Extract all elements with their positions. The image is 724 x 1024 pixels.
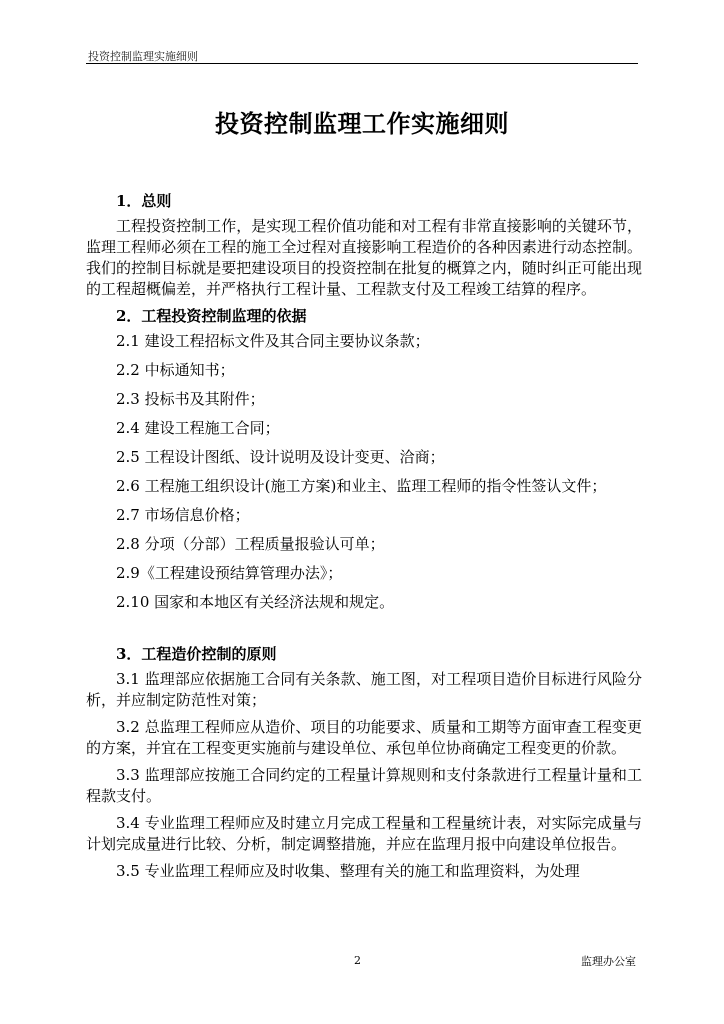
header-rule — [86, 63, 638, 64]
basis-item-2-2: 2.2 中标通知书； — [116, 361, 235, 379]
basis-item-2-4: 2.4 建设工程施工合同； — [116, 419, 280, 437]
principle-item-3-5: 3.5 专业监理工程师应及时收集、整理有关的施工和监理资料，为处理 — [116, 862, 580, 880]
principle-item-3-2: 3.2 总监理工程师应从造价、项目的功能要求、质量和工期等方面审查工程变更的方案，并宜在工程变更实施前与建设单位、承包单位协商确定工程变更的价款。 — [86, 718, 642, 757]
section-1-paragraph: 工程投资控制工作，是实现工程价值功能和对工程有非常直接影响的关键环节，监理工程师必须在工程的施工全过程对直接影响工程造价的各种因素进行动态控制。我们的控制目标就是要把建设项目的投资控制在批复的概算之内，随时纠正可能出现的工程超概偏差，并严格执行工程计量、工程款支付及工程竣工结算的程序。 — [86, 217, 642, 298]
section-2-heading: 2．工程投资控制监理的依据 — [116, 307, 307, 325]
document-body — [86, 190, 642, 888]
principle-item-3-1: 3.1 监理部应依据施工合同有关条款、施工图，对工程项目造价目标进行风险分析，并应制定防范性对策； — [86, 670, 642, 709]
principle-item-3-3: 3.3 监理部应按施工合同约定的工程量计算规则和支付条款进行工程量计量和工程款支付。 — [86, 766, 642, 805]
basis-item-2-1: 2.1 建设工程招标文件及其合同主要协议条款； — [116, 332, 430, 350]
principle-item-3-4: 3.4 专业监理工程师应及时建立月完成工程量和工程量统计表，对实际完成量与计划完成量进行比较、分析，制定调整措施，并应在监理月报中向建设单位报告。 — [86, 814, 642, 853]
basis-item-2-7: 2.7 市场信息价格； — [116, 506, 250, 524]
section-1-heading: 1．总则 — [116, 192, 172, 210]
page-number: 2 — [354, 954, 361, 967]
basis-item-2-5: 2.5 工程设计图纸、设计说明及设计变更、洽商； — [116, 448, 445, 466]
section-3-heading: 3．工程造价控制的原则 — [116, 645, 277, 663]
running-header: 投资控制监理实施细则 — [88, 50, 198, 63]
basis-item-2-10: 2.10 国家和本地区有关经济法规和规定。 — [116, 593, 395, 611]
basis-item-2-8: 2.8 分项（分部）工程质量报验认可单； — [116, 535, 385, 553]
footer-office: 监理办公室 — [581, 955, 636, 968]
basis-item-2-9: 2.9《工程建设预结算管理办法》； — [116, 564, 343, 582]
basis-item-2-3: 2.3 投标书及其附件； — [116, 390, 265, 408]
basis-item-2-6: 2.6 工程施工组织设计(施工方案)和业主、监理工程师的指令性签认文件； — [116, 477, 607, 495]
document-title: 投资控制监理工作实施细则 — [215, 109, 509, 138]
